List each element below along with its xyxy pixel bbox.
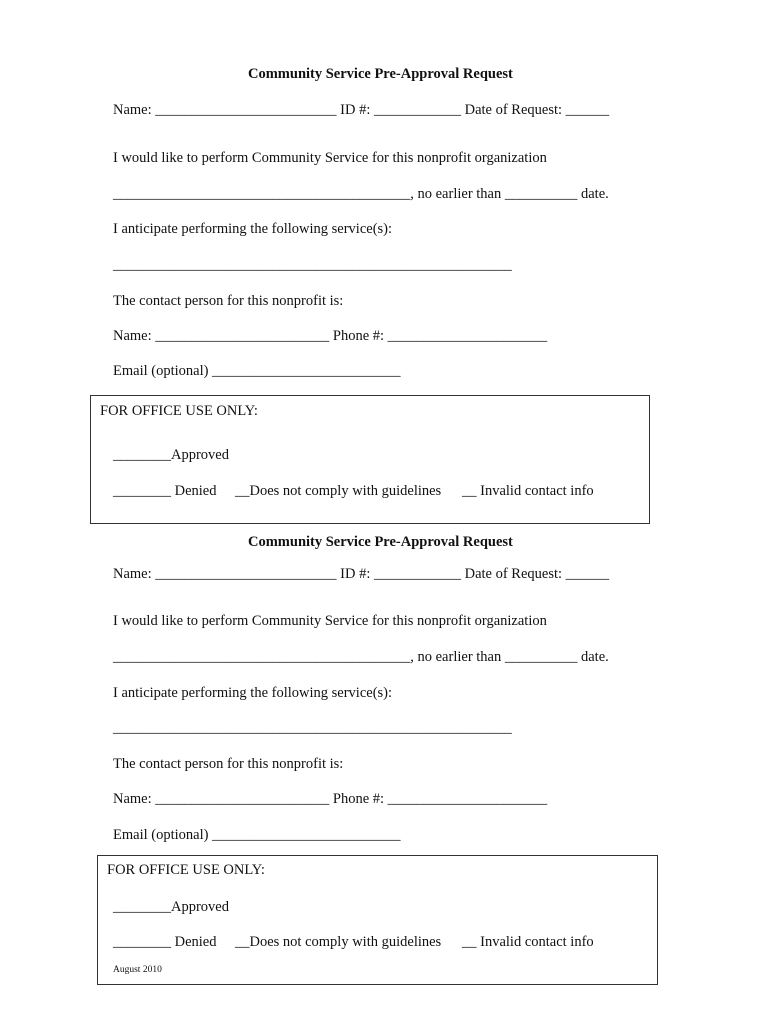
- perform-statement: I would like to perform Community Service for this nonprofit organization: [113, 613, 547, 629]
- guidelines-reason: __Does not comply with guidelines: [235, 934, 442, 950]
- contact-info-reason: __ Invalid contact info: [462, 483, 594, 499]
- denied-line: ________ Denied: [113, 934, 217, 950]
- perform-statement: I would like to perform Community Service for this nonprofit organization: [113, 150, 547, 166]
- name-id-date-line: Name: _________________________ ID #: ____________ Date of Request: ______: [113, 102, 610, 118]
- name-id-date-line: Name: _________________________ ID #: ____________ Date of Request: ______: [113, 566, 610, 582]
- form-title: Community Service Pre-Approval Request: [248, 534, 513, 550]
- denied-line: ________ Denied: [113, 483, 217, 499]
- office-use-heading: FOR OFFICE USE ONLY:: [107, 862, 265, 878]
- anticipate-statement: I anticipate performing the following service(s):: [113, 685, 393, 701]
- service-blank-line: _______________________________________________________: [113, 257, 512, 273]
- guidelines-reason: __Does not comply with guidelines: [235, 483, 442, 499]
- office-use-heading: FOR OFFICE USE ONLY:: [100, 403, 258, 419]
- organization-date-line: _________________________________________, no earlier than __________ date.: [113, 186, 609, 202]
- approved-line: ________Approved: [113, 899, 229, 915]
- email-line: Email (optional) __________________________: [113, 827, 401, 843]
- form-title: Community Service Pre-Approval Request: [248, 66, 513, 82]
- footer-date: August 2010: [113, 965, 162, 975]
- anticipate-statement: I anticipate performing the following service(s):: [113, 221, 393, 237]
- contact-name-phone-line: Name: ________________________ Phone #: ______________________: [113, 791, 548, 807]
- contact-name-phone-line: Name: ________________________ Phone #: ______________________: [113, 328, 548, 344]
- approved-line: ________Approved: [113, 447, 229, 463]
- organization-date-line: _________________________________________, no earlier than __________ date.: [113, 649, 609, 665]
- service-blank-line: _______________________________________________________: [113, 720, 512, 736]
- contact-statement: The contact person for this nonprofit is:: [113, 293, 344, 309]
- contact-info-reason: __ Invalid contact info: [462, 934, 594, 950]
- contact-statement: The contact person for this nonprofit is:: [113, 756, 344, 772]
- email-line: Email (optional) __________________________: [113, 363, 401, 379]
